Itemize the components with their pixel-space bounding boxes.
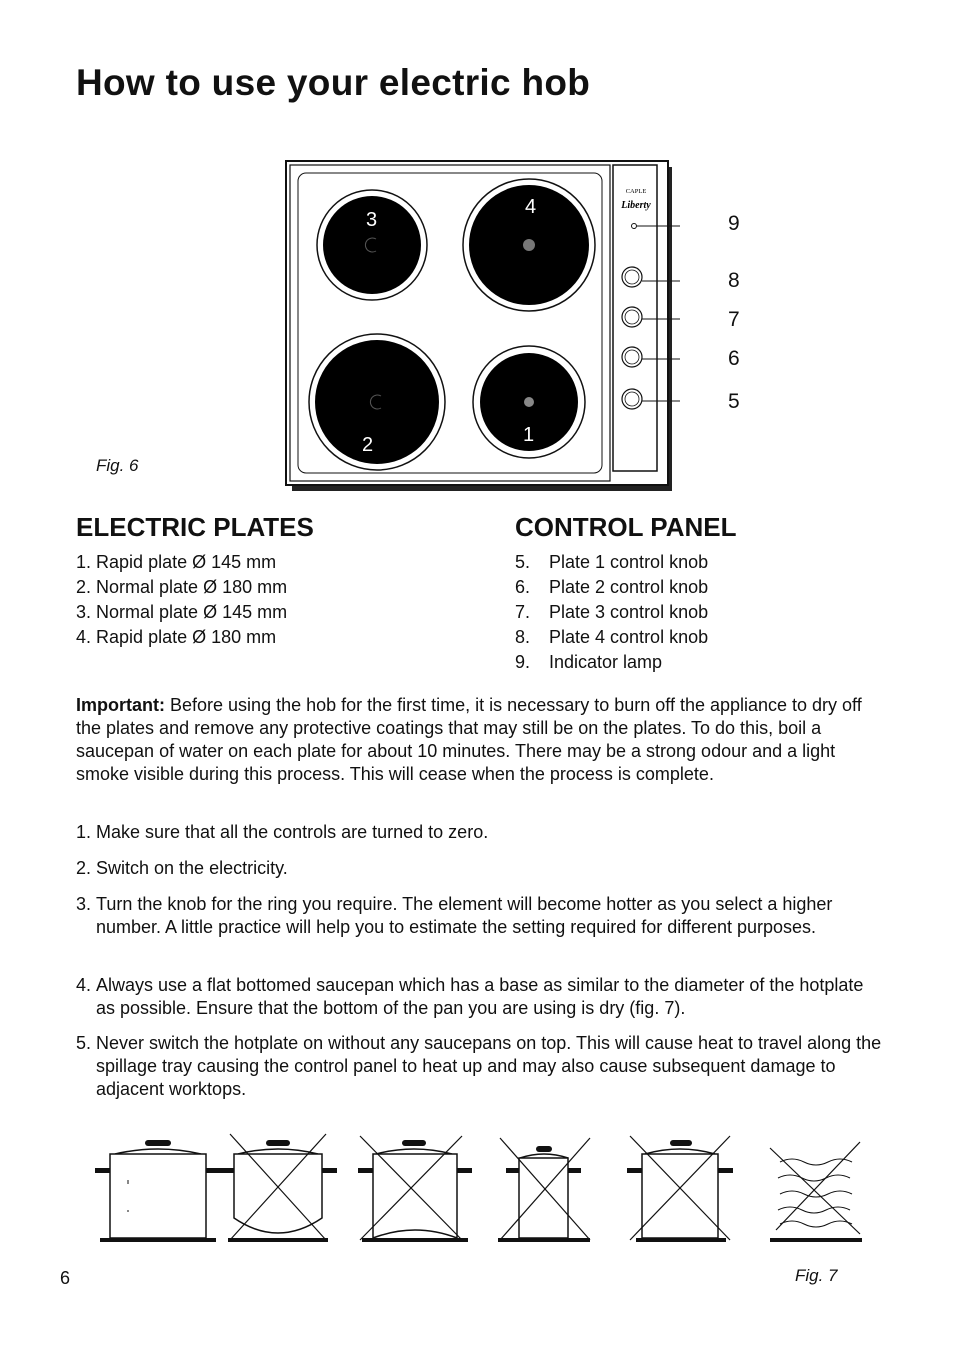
heat-waves-icon [770, 1142, 862, 1242]
indicator-lamp-icon [632, 224, 637, 229]
control-panel-list [515, 550, 708, 675]
plate-2 [309, 334, 445, 470]
correct-saucepan-icon [95, 1140, 221, 1242]
important-label: Important: [76, 695, 165, 715]
model-logo: Liberty [621, 200, 651, 211]
electric-plates-list [76, 550, 287, 650]
list-item: 6. Plate 2 control knob [515, 577, 709, 597]
step-2: 2. Switch on the electricity. [76, 858, 288, 878]
electric-plates-heading: ELECTRIC PLATES [76, 512, 314, 542]
fig6-caption: Fig. 6 [96, 456, 139, 475]
step-5: 5. Never switch the hotplate on without any saucepans on top. This will cause heat to travel along the spillage tray causing the control panel to heat up and may also cause subsequent damage to adjacent worktops. [76, 1033, 882, 1099]
list-item: 2. Normal plate Ø 180 mm [76, 577, 288, 597]
fig7-caption: Fig. 7 [795, 1266, 838, 1285]
list-item: 7. Plate 3 control knob [515, 602, 709, 622]
hob-diagram [280, 155, 680, 495]
plate-number-1: 1 [523, 424, 535, 446]
control-panel-heading: CONTROL PANEL [515, 512, 737, 542]
list-item: 4. Rapid plate Ø 180 mm [76, 627, 277, 647]
page-title: How to use your electric hob [76, 62, 591, 103]
step-4: 4. Always use a flat bottomed saucepan which has a base as similar to the diameter of the hotplate as possible. Ensure that the bottom of the pan you are using is dry (fig. 7). [76, 975, 864, 1018]
callout-6: 6 [728, 347, 740, 370]
curved-bottom-saucepan-icon [219, 1134, 337, 1242]
plate-3 [317, 190, 427, 300]
list-item: 3. Normal plate Ø 145 mm [76, 602, 288, 622]
step-3: 3. Turn the knob for the ring you require. The element will become hotter as you select a higher number. A little practice will help you to estimate the setting required for different purposes. [76, 894, 833, 937]
brand-logo: CAPLE [625, 188, 647, 195]
callout-5: 5 [728, 390, 740, 413]
plate-number-3: 3 [366, 209, 378, 231]
important-paragraph [76, 694, 886, 786]
plate-number-2: 2 [362, 434, 374, 456]
wet-bottom-saucepan-icon [627, 1136, 733, 1242]
domed-bottom-saucepan-icon [358, 1136, 472, 1242]
small-saucepan-icon [498, 1138, 590, 1242]
list-item: 9. Indicator lamp [515, 652, 663, 672]
plate-number-4: 4 [525, 196, 537, 218]
callout-7: 7 [728, 308, 740, 331]
saucepan-diagram [90, 1130, 880, 1250]
page-number: 6 [60, 1268, 71, 1288]
list-item: 8. Plate 4 control knob [515, 627, 709, 647]
list-item: 1. Rapid plate Ø 145 mm [76, 552, 277, 572]
callout-8: 8 [728, 269, 740, 292]
callout-9: 9 [728, 212, 740, 235]
important-text: Before using the hob for the first time, it is necessary to burn off the appliance to dry off the plates and remove any protective coatings that may still be on the plates. To do this, boil a saucepan of water on each plate for about 10 minutes. There may be a strong odour and a light smoke visible during this process. This will cease when the process is complete. [76, 695, 862, 784]
list-item: 5. Plate 1 control knob [515, 552, 709, 572]
step-1: 1. Make sure that all the controls are turned to zero. [76, 822, 489, 842]
